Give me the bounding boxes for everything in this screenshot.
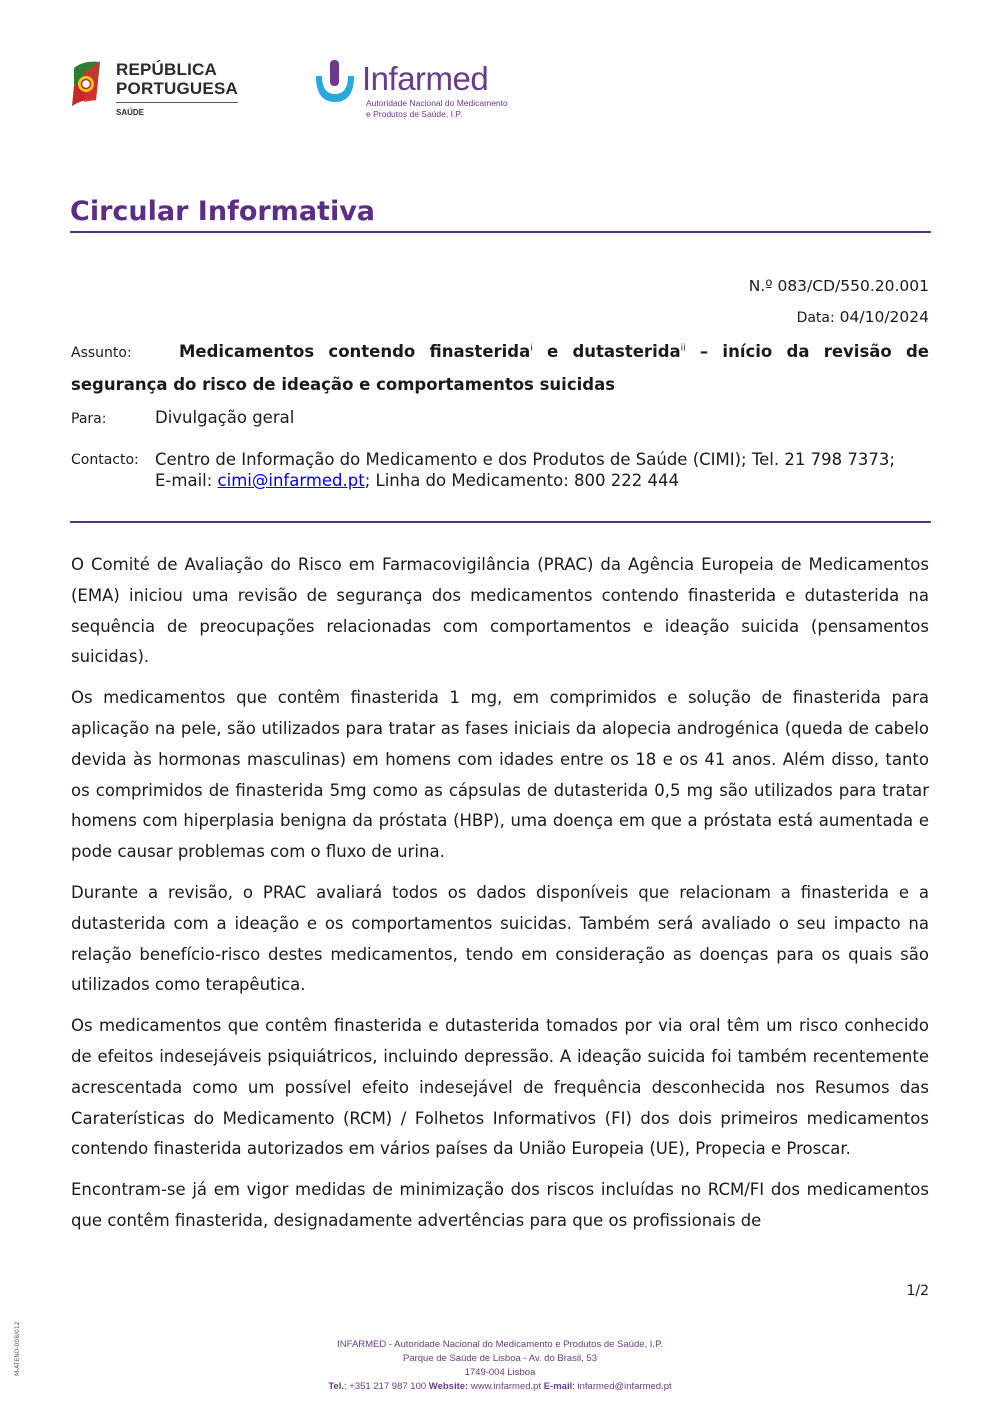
footer-web[interactable]: www.infarmed.pt xyxy=(468,1381,544,1392)
body-text xyxy=(71,550,929,1247)
paragraph: Durante a revisão, o PRAC avaliará todos os dados disponíveis que relacionam a finasterida e a dutasterida com a ideação e os comportamentos suicidas. Também será avaliado o seu impacto na relação benefício-risco destes medicamentos, tendo em consideração as doenças para os quais são utilizados como terapêutica. xyxy=(71,882,929,995)
contact-label: Contacto: xyxy=(71,452,139,468)
infarmed-subtitle-1: Autoridade Nacional do Medicamento xyxy=(366,98,508,108)
document-title: Circular Informativa xyxy=(70,196,376,227)
contact-line2-suffix: ; Linha do Medicamento: 800 222 444 xyxy=(364,471,680,490)
paragraph: Os medicamentos que contêm finasterida e dutasterida tomados por via oral têm um risco conhecido de efeitos indesejáveis psiquiátricos, incluindo depressão. A ideação suicida foi também recentemente acrescentada como um possível efeito indesejável de frequência desconhecida nos Resumos das Caraterísticas do Medicamento (RCM) / Folhetos Informativos (FI) dos dois primeiros medicamentos contendo finasterida autorizados em vários países da União Europeia (UE), Propecia e Proscar. xyxy=(71,1016,929,1159)
contact-line1: Centro de Informação do Medicamento e dos Produtos de Saúde (CIMI); Tel. 21 798 7373; xyxy=(155,450,895,469)
footer-line4 xyxy=(0,1380,1000,1394)
title-rule xyxy=(70,231,931,233)
infarmed-subtitle-2: e Produtos de Saúde, I.P. xyxy=(366,109,463,119)
page-footer xyxy=(0,1338,1000,1394)
republica-portuguesa-logo xyxy=(70,58,240,122)
paragraph: Os medicamentos que contêm finasterida 1 mg, em comprimidos e solução de finasterida para aplicação na pele, são utilizados para tratar as fases iniciais da alopecia androgénica (queda de cabelo devida às hormonas masculinas) em homens com idades entre os 18 e os 41 anos. Além disso, tanto os comprimidos de finasterida 5mg como as cápsulas de dutasterida 0,5 mg são utilizados para tratar homens com hiperplasia benigna da próstata (HBP), uma doença em que a próstata está aumentada e pode causar problemas com o fluxo de urina. xyxy=(71,688,929,862)
infarmed-mark-icon xyxy=(314,58,358,106)
logo-divider xyxy=(116,102,238,103)
footer-line1: INFARMED - Autoridade Nacional do Medicamento e Produtos de Saúde, I.P. xyxy=(337,1339,663,1350)
footer-line3: 1749-004 Lisboa xyxy=(464,1367,536,1378)
footer-line2: Parque de Saúde de Lisboa - Av. do Brasil, 53 xyxy=(402,1353,597,1364)
subject-part2: e dutasterida xyxy=(532,342,681,361)
footnote-ref-i: i xyxy=(530,343,533,354)
infarmed-wordmark: Infarmed xyxy=(362,60,489,97)
side-form-code: M-ATEND-008/012 xyxy=(14,1321,21,1376)
contact-value xyxy=(155,449,931,491)
date-line xyxy=(797,308,929,326)
logo-text-line2: PORTUGUESA xyxy=(116,79,238,98)
subject-label: Assunto: xyxy=(71,345,132,361)
contact-line2 xyxy=(155,470,931,491)
cimi-email-link[interactable]: cimi@infarmed.pt xyxy=(217,471,365,490)
paragraph: Encontram-se já em vigor medidas de minimização dos riscos incluídas no RCM/FI dos medicamentos que contêm finasterida, designadamente advertências para que os profissionais de xyxy=(71,1180,929,1230)
infarmed-logo xyxy=(314,58,508,122)
para-label: Para: xyxy=(71,411,107,427)
para-value: Divulgação geral xyxy=(155,408,295,427)
email-prefix: E-mail: xyxy=(155,471,218,490)
portugal-flag-icon xyxy=(70,58,110,108)
subject-part1: Medicamentos contendo finasterida xyxy=(179,342,531,361)
page-number: 1/2 xyxy=(906,1283,929,1299)
date-value: 04/10/2024 xyxy=(839,308,929,326)
subject-part3: – início da revisão de segurança do risco de ideação e comportamentos suicidas xyxy=(71,342,929,394)
circular-number: N.º 083/CD/550.20.001 xyxy=(748,277,929,295)
logo-subtitle: SAÚDE xyxy=(116,108,145,117)
footer-web-label: Website: xyxy=(428,1381,469,1392)
footnote-ref-ii: ii xyxy=(680,343,686,354)
footer-email[interactable]: : infarmed@infarmed.pt xyxy=(572,1381,672,1392)
footer-email-label: E-mail xyxy=(543,1381,573,1392)
header-rule xyxy=(70,521,931,523)
footer-tel-label: Tel. xyxy=(328,1381,344,1392)
paragraph: O Comité de Avaliação do Risco em Farmacovigilância (PRAC) da Agência Europeia de Medicamentos (EMA) iniciou uma revisão de segurança dos medicamentos contendo finasterida e dutasterida na sequência de preocupações relacionadas com comportamentos e ideação suicida (pensamentos suicidas). xyxy=(71,555,929,667)
date-label: Data: xyxy=(796,310,835,326)
footer-tel: : +351 217 987 100 xyxy=(344,1381,429,1392)
subject-block xyxy=(71,336,929,400)
logo-text-line1: REPÚBLICA xyxy=(116,60,217,79)
